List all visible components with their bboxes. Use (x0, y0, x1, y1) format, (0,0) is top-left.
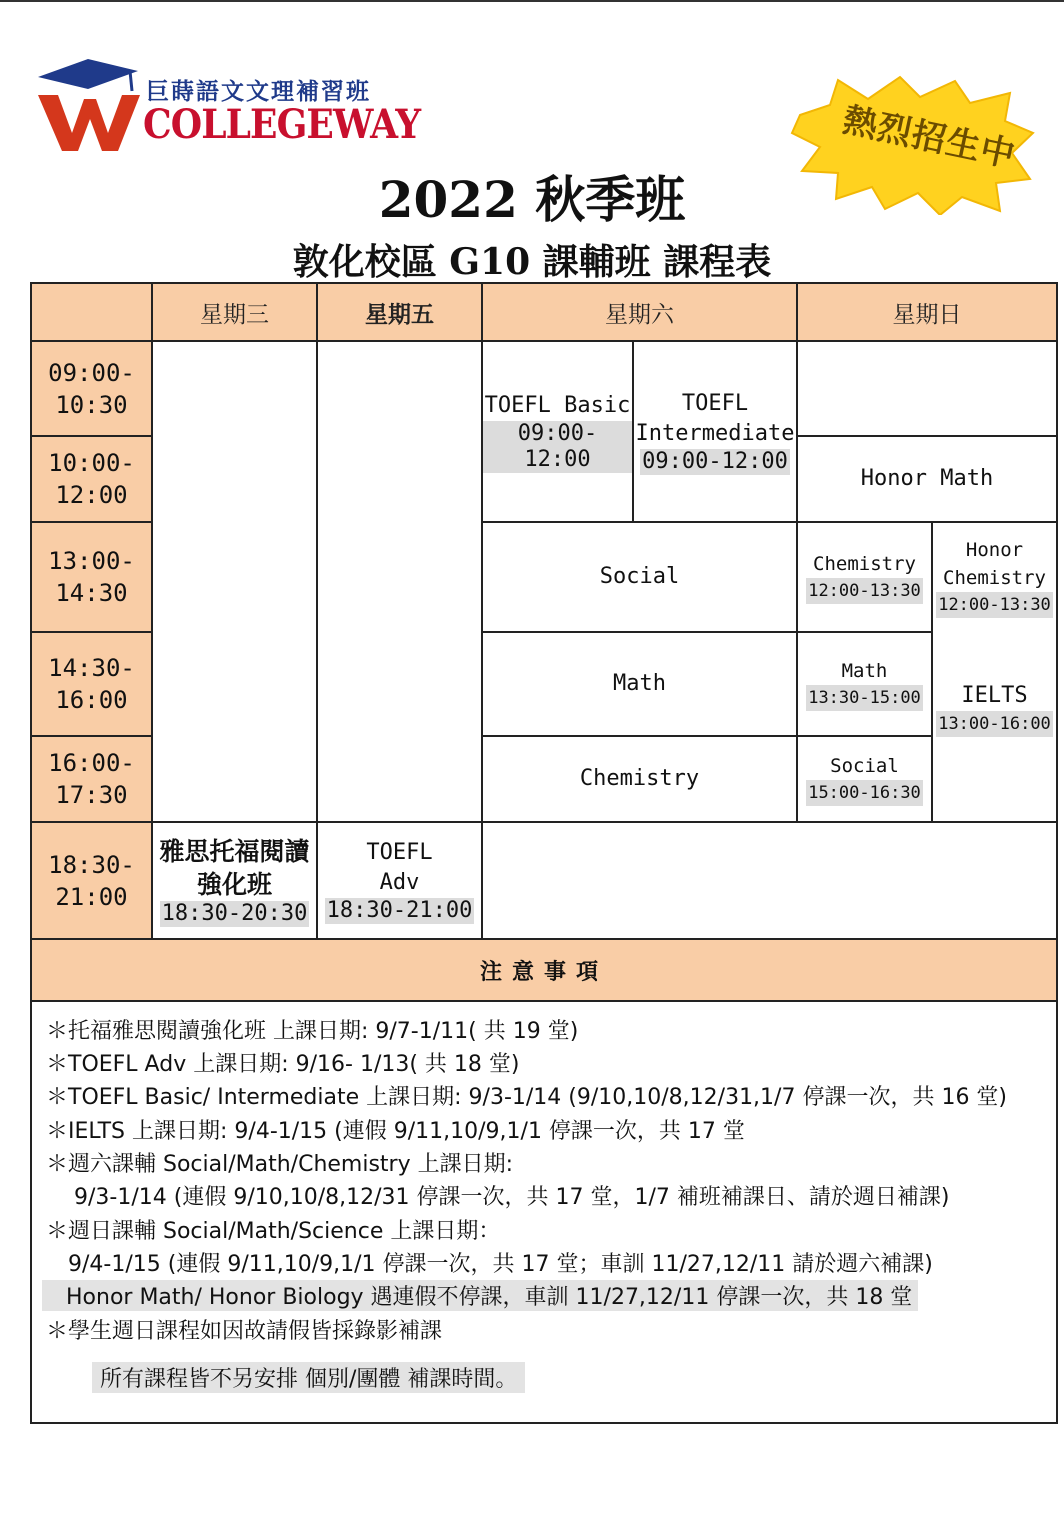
grid-line (632, 342, 634, 521)
schedule-table (30, 282, 1058, 940)
class-name: TOEFL Basic (484, 392, 631, 418)
header-friday: 星期五 (318, 284, 481, 340)
class-time: 18:30-21:00 (326, 897, 473, 923)
class-name: TOEFL Intermediate (635, 390, 795, 446)
header-corner (32, 284, 151, 340)
note-line-highlighted: 所有課程皆不另安排 個別/團體 補課時間。 (92, 1362, 525, 1393)
grid-line (481, 284, 483, 938)
grid-line (151, 284, 153, 938)
time-slot: 10:00- 12:00 (32, 437, 151, 521)
class-honor-math (798, 437, 1056, 521)
note-line: ＊TOEFL Adv 上課日期: 9/16- 1/13( 共 18 堂) (46, 1052, 520, 1077)
school-name-cn: 巨蒔語文文理補習班 (146, 78, 371, 105)
class-time: 09:00-12:00 (483, 421, 632, 473)
brand-name: COLLEGEWAY (143, 101, 421, 148)
note-line: ＊IELTS 上課日期: 9/4-1/15 (連假 9/11,10/9,1/1 停課一次，共 17 堂 (46, 1119, 745, 1144)
note-line: ＊週日課輔 Social/Math/Science 上課日期： (46, 1219, 501, 1244)
class-name: Social (599, 564, 680, 589)
class-name: Honor Math (860, 466, 994, 491)
class-sunday-math (798, 633, 931, 735)
header-saturday: 星期六 (483, 284, 796, 340)
class-time: 12:00-13:30 (936, 592, 1053, 618)
grid-line (316, 821, 1056, 823)
class-name: Math (841, 660, 888, 682)
class-name: Honor Chemistry (943, 539, 1046, 589)
class-sunday-chemistry (798, 523, 931, 631)
class-saturday-social (483, 523, 796, 631)
class-time: 18:30-20:30 (161, 900, 308, 926)
grid-line (316, 284, 318, 938)
school-logo (36, 55, 421, 155)
notes-heading: 注意事項 (30, 940, 1058, 1002)
header-wednesday: 星期三 (153, 284, 316, 340)
note-line: 9/3-1/14 (連假 9/10,10/8,12/31 停課一次，共 17 堂，1/7 補班補課日、請於週日補課) (74, 1185, 950, 1210)
time-slot: 09:00- 10:30 (32, 342, 151, 435)
note-line-highlighted: Honor Math/ Honor Biology 遇連假不停課，車訓 11/27,12/11 停課一次，共 18 堂 (42, 1280, 918, 1311)
time-slot: 14:30- 16:00 (32, 633, 151, 735)
class-sunday-honor-chemistry (933, 523, 1056, 631)
top-border (0, 0, 1064, 2)
class-name: 雅思托福閱讀 強化班 (159, 836, 310, 899)
graduation-cap-w-logo-icon (36, 55, 146, 155)
class-name: Chemistry (579, 766, 700, 791)
class-saturday-chemistry (483, 737, 796, 821)
class-time: 15:00-16:30 (806, 780, 923, 806)
grid-line (32, 821, 316, 823)
grid-line (483, 735, 931, 737)
class-reading-intensive (153, 823, 316, 938)
grid-line (483, 521, 1056, 523)
grid-line (796, 284, 798, 821)
grid-line (483, 631, 931, 633)
grid-line (32, 435, 151, 437)
grid-line (32, 521, 151, 523)
class-time: 13:00-16:00 (936, 711, 1053, 737)
grid-line (32, 735, 151, 737)
class-name: Social (830, 755, 899, 777)
class-saturday-math (483, 633, 796, 735)
class-toefl-adv (318, 823, 481, 938)
page-subtitle: 敦化校區 G10 課輔班 課程表 (292, 241, 772, 283)
class-name: Math (613, 671, 666, 696)
grid-line (32, 340, 1056, 342)
time-slot: 16:00- 17:30 (32, 737, 151, 821)
class-time: 12:00-13:30 (806, 578, 923, 604)
class-toefl-basic (483, 342, 632, 521)
class-toefl-intermediate (634, 342, 796, 521)
enrollment-badge: 熱烈招生中 (839, 100, 1020, 176)
grid-line (32, 631, 151, 633)
time-slot: 18:30- 21:00 (32, 823, 151, 938)
class-name: IELTS (961, 683, 1028, 708)
grid-line (798, 435, 1056, 437)
class-time: 13:30-15:00 (806, 685, 923, 711)
class-sunday-ielts (933, 633, 1056, 821)
class-name: Chemistry (813, 553, 916, 575)
class-sunday-social (798, 737, 931, 821)
notes-section (30, 1002, 1058, 1424)
page-title: 2022 秋季班 (378, 170, 686, 229)
class-name: TOEFL Adv (366, 839, 433, 895)
note-line: ＊學生週日課程如因故請假皆採錄影補課 (46, 1319, 443, 1344)
time-slot: 13:00- 14:30 (32, 523, 151, 631)
grid-line (931, 523, 933, 821)
note-line: ＊TOEFL Basic/ Intermediate 上課日期: 9/3-1/14 (9/10,10/8,12/31,1/7 停課一次，共 16 堂) (46, 1085, 1008, 1110)
note-line: ＊週六課輔 Social/Math/Chemistry 上課日期: (46, 1152, 514, 1177)
note-line: ＊托福雅思閱讀強化班 上課日期: 9/7-1/11( 共 19 堂) (46, 1019, 579, 1044)
header-sunday: 星期日 (798, 284, 1056, 340)
note-line: 9/4-1/15 (連假 9/11,10/9,1/1 停課一次，共 17 堂；車訓 11/27,12/11 請於週六補課) (68, 1252, 933, 1277)
class-time: 09:00-12:00 (642, 448, 788, 474)
